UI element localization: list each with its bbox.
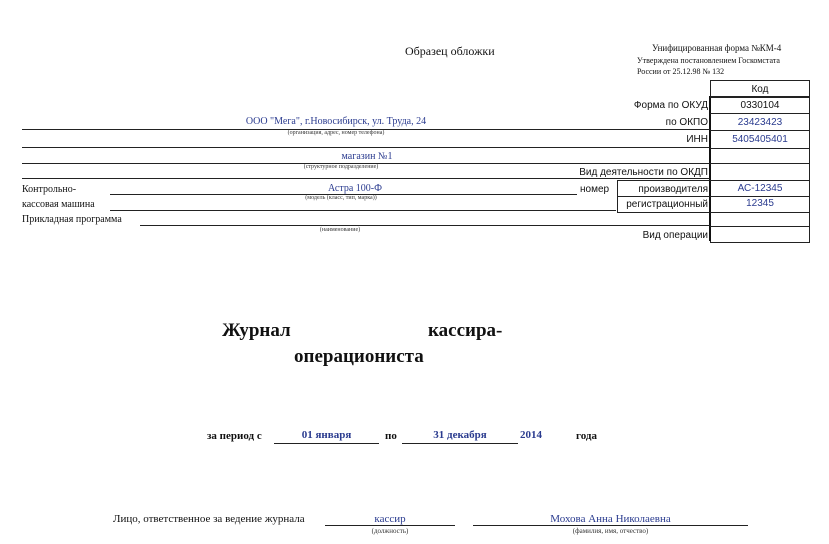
okud-value: 0330104 (740, 100, 780, 111)
okdp-label: Вид деятельности по ОКДП (579, 167, 708, 178)
position-caption: (должность) (371, 527, 409, 535)
form-line-3: России от 25.12.98 № 132 (637, 67, 725, 76)
program-label: Прикладная программа (22, 214, 122, 225)
okpo-label: по ОКПО (665, 117, 708, 128)
period-to: 31 декабря (433, 429, 487, 441)
operation-label: Вид операции (642, 230, 708, 241)
title-line2: операциониста (294, 346, 424, 367)
code-header: Код (751, 84, 769, 95)
okud-label: Форма по ОКУД (633, 100, 708, 111)
producer-value: АС-12345 (737, 183, 783, 194)
organization-caption: (организация, адрес, номер телефона) (287, 130, 385, 136)
responsible-label: Лицо, ответственное за ведение журнала (113, 513, 305, 525)
responsible-position: кассир (374, 513, 406, 525)
kkm-caption: (модель (класс, тип, марка)) (305, 195, 377, 201)
period-year-label: года (576, 430, 597, 442)
form-line-1: Унифицированная форма №КМ-4 (652, 43, 782, 53)
sample-title: Образец обложки (405, 44, 495, 58)
nomer-label: номер (580, 184, 610, 195)
program-caption: (наименование) (319, 227, 361, 233)
period-to-label: по (385, 430, 397, 442)
department-caption: (структурное подразделение) (303, 164, 379, 170)
responsible-name: Мохова Анна Николаевна (550, 513, 671, 525)
kkm-label-line2: кассовая машина (22, 199, 95, 210)
okpo-value: 23423423 (737, 117, 783, 128)
inn-label: ИНН (686, 134, 708, 145)
organization-value: ООО "Мега", г.Новосибирск, ул. Труда, 24 (245, 116, 427, 127)
department-value: магазин №1 (341, 151, 393, 162)
title-word2: кассира- (428, 320, 503, 341)
period-prefix: за период с (207, 430, 262, 442)
inn-value: 5405405401 (732, 134, 788, 145)
kkm-value: Астра 100-Ф (327, 183, 383, 194)
form-line-2: Утверждена постановлением Госкомстата (637, 56, 780, 65)
reg-value: 12345 (746, 198, 774, 209)
producer-label: производителя (638, 184, 708, 195)
title-word1: Журнал (222, 320, 291, 341)
name-caption: (фамилия, имя, отчество) (572, 527, 649, 535)
period-from: 01 января (301, 429, 352, 441)
period-year: 2014 (520, 429, 542, 441)
kkm-label-line1: Контрольно- (22, 184, 77, 195)
reg-label: регистрационный (626, 199, 708, 210)
